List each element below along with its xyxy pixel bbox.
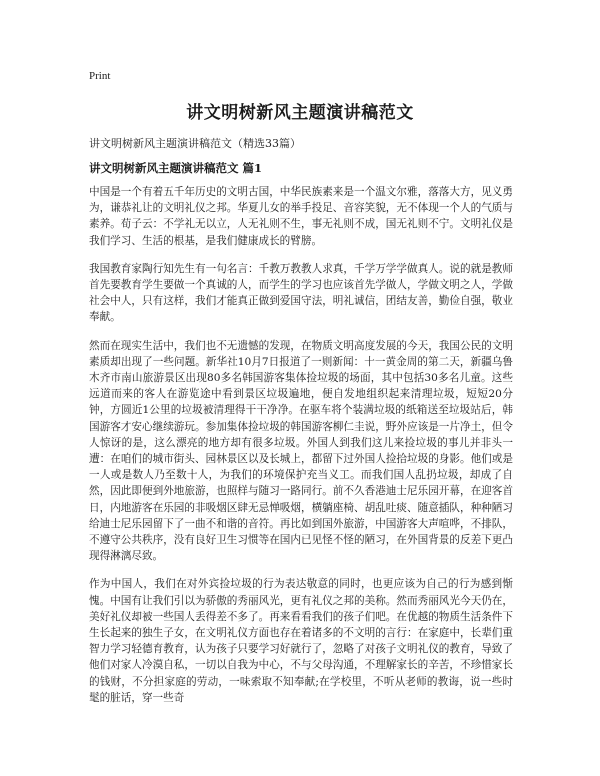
paragraph-4: 作为中国人，我们在对外宾捡垃圾的行为表达敬意的同时，也更应该为自己的行为感到惭愧。中国有让我们引以为骄傲的秀丽风光，更有礼仪之邦的美称。然而秀丽风光今天仍在，美好礼仪却被一些国人丢得差不多了。再来看看我们的孩子们吧。在优越的物质生活条件下生长起来的独生子女，在文明礼仪方面也存在着诸多的不文明的言行：在家庭中，长辈们重智力学习轻德育教育，认为孩子只要学习好就行了，忽略了对孩子文明礼仪的教育，导致了他们对家人冷漠自私，一切以自我为中心，不与父母沟通，不理解家长的辛苦，不珍惜家长的钱财，不分担家庭的劳动，一味索取不知奉献;在学校里，不听从老师的教诲，说一些时髦的脏话，穿一些奇	[89, 578, 513, 704]
print-label: Print	[89, 70, 111, 82]
document-title: 讲文明树新风主题演讲稿范文	[186, 103, 414, 123]
document-subtitle: 讲文明树新风主题演讲稿范文（精选33篇）	[89, 137, 301, 150]
section-heading: 讲文明树新风主题演讲稿范文 篇1	[89, 161, 263, 175]
document-body	[89, 184, 513, 718]
paragraph-3: 然而在现实生活中，我们也不无遗憾的发现，在物质文明高度发展的今天，我国公民的文明素质却出现了一些问题。新华社10月7日报道了一则新闻：十一黄金周的第二天，新疆乌鲁木齐市南山旅游景区出现80多名韩国游客集体捡垃圾的场面，其中包括30多名儿童。这些远道而来的客人在游览途中看到景区垃圾遍地，便自发地组织起来清理垃圾，短短20分钟，方圆近1公里的垃圾被清理得干干净净。在驱车将个装满垃圾的纸箱送至垃圾站后，韩国游客才安心继续游玩。参加集体捡垃圾的韩国游客柳仁圭说，野外应该是一片净土，但令人惊讶的是，这么漂亮的地方却有很多垃圾。外国人到我们这儿来捡垃圾的事儿并非头一遭：在咱们的城市街头、园林景区以及长城上，都留下过外国人捡拾垃圾的身影。他们或是一人或是数人乃至数十人，为我们的环境保护充当义工。而我们国人乱扔垃圾，却成了自然，因此即便到外地旅游，也照样与随习一路同行。前不久香港迪士尼乐园开幕，在迎客首日，内地游客在乐园的非吸烟区肆无忌惮吸烟，横躺座椅、胡乱吐痰、随意插队，种种陋习给迪士尼乐园留下了一曲不和谐的音符。再比如到国外旅游，中国游客大声喧哗，不排队，不遵守公共秩序，没有良好卫生习惯等在国内已见怪不怪的陋习，在外国背景的反差下更凸现得淋漓尽致。	[89, 339, 513, 563]
paragraph-1: 中国是一个有着五千年历史的文明古国，中华民族素来是一个温文尔雅，落落大方，见义勇为，谦恭礼让的文明礼仪之邦。华夏儿女的举手投足、音容笑貌，无不体现一个人的气质与素养。荀子云：不学礼无以立，人无礼则不生，事无礼则不成，国无礼则不宁。文明礼仪是我们学习、生活的根基，是我们健康成长的臂膀。	[89, 186, 513, 247]
paragraph-2: 我国教育家陶行知先生有一句名言：千教万教教人求真，千学万学学做真人。说的就是教师首先要教育学生要做一个真诚的人，而学生的学习也应该首先学做人，学做文明之人，学做社会中人，只有这样，我们才能真正做到爱国守法，明礼诚信，团结友善，勤俭自强，敬业奉献。	[89, 262, 513, 324]
